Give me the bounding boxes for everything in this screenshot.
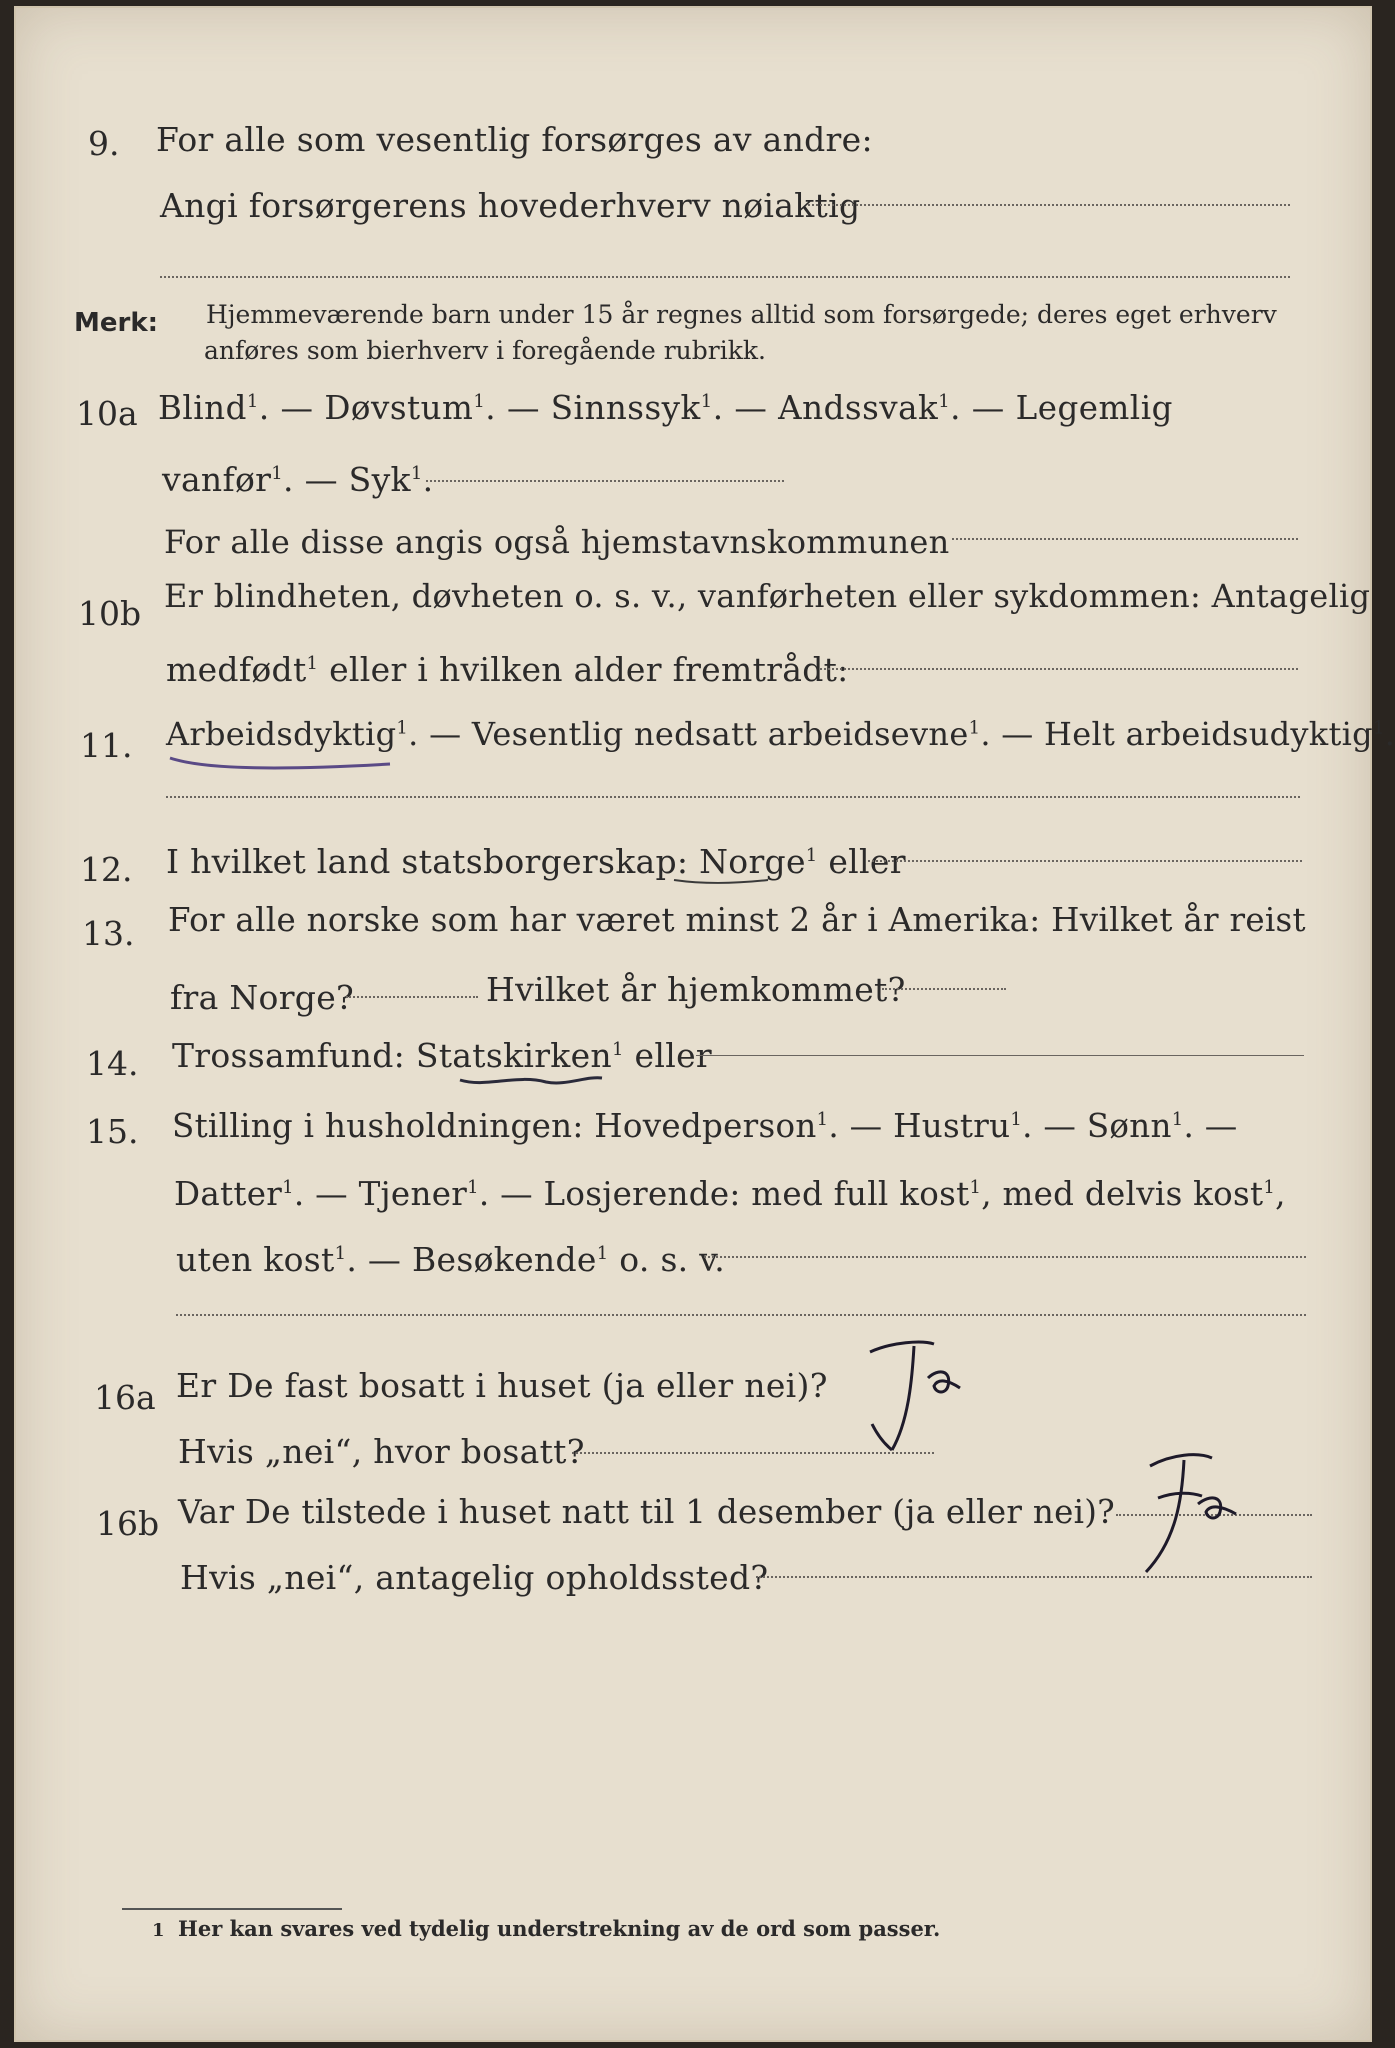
- q16b-line2: Hvis „nei“, antagelig opholdssted?: [180, 1558, 769, 1597]
- q13-line2b: Hvilket år hjemkommet?: [486, 970, 906, 1009]
- q10a-hjemstavn-line[interactable]: [952, 538, 1298, 540]
- q13-reist-line[interactable]: [346, 996, 478, 998]
- q16b-handwritten-answer: [1128, 1440, 1248, 1580]
- q16a-handwritten-answer: [852, 1332, 972, 1458]
- q16a-line2: Hvis „nei“, hvor bosatt?: [178, 1432, 585, 1471]
- q12-answer-line[interactable]: [868, 860, 1302, 862]
- census-form-page: [14, 6, 1395, 2042]
- q14-answer-line[interactable]: [696, 1054, 1304, 1056]
- q12-underline-mark: [672, 874, 772, 888]
- q15-line2: Datter$^1$. — Tjener$^1$. — Losjerende: med full kost$^1$, med delvis kost$^1$,: [174, 1175, 1286, 1213]
- q11-answer-line[interactable]: [166, 796, 1300, 798]
- q12-line1: I hvilket land statsborgerskap: Norge$^1$ eller: [166, 842, 906, 881]
- q9-answer-line[interactable]: [808, 204, 1290, 206]
- q10a-number: 10a: [76, 394, 138, 433]
- q10b-number: 10b: [78, 594, 142, 633]
- q10a-line2: vanfør$^1$. — Syk$^1$.: [162, 460, 434, 499]
- footnote-text: Her kan svares ved tydelig understrekning av de ord som passer.: [178, 1916, 941, 1941]
- merk-label: Merk:: [74, 308, 159, 338]
- q14-line1: Trossamfund: Statskirken$^1$ eller: [172, 1036, 712, 1075]
- q15-answer-line[interactable]: [704, 1256, 1306, 1258]
- q15-line1: Stilling i husholdningen: Hovedperson$^1$. — Hustru$^1$. — Sønn$^1$. —: [172, 1107, 1238, 1145]
- q10b-answer-line[interactable]: [820, 668, 1298, 670]
- merk-line1: Hjemmeværende barn under 15 år regnes alltid som forsørgede; deres eget erhverv: [206, 300, 1277, 329]
- q9-answer-line-2[interactable]: [160, 276, 1290, 278]
- q11-number: 11.: [80, 726, 133, 765]
- footnote-rule: [122, 1908, 342, 1910]
- q16b-number: 16b: [96, 1504, 160, 1543]
- q13-line2a: fra Norge?: [170, 978, 355, 1017]
- q9-line1: For alle som vesentlig forsørges av andre:: [156, 120, 873, 159]
- q10a-answer-line[interactable]: [426, 480, 784, 482]
- q16a-line1: Er De fast bosatt i huset (ja eller nei)?: [176, 1366, 828, 1405]
- q10b-line1: Er blindheten, døvheten o. s. v., vanførheten eller sykdommen: Antagelig: [164, 577, 1371, 615]
- q11-underline-mark: [166, 752, 396, 772]
- q9-line2: Angi forsørgerens hovederhverv nøiaktig: [160, 186, 861, 225]
- q16b-line1: Var De tilstede i huset natt til 1 desember (ja eller nei)?: [178, 1493, 1115, 1531]
- q11-line1: Arbeidsdyktig$^1$. — Vesentlig nedsatt arbeidsevne$^1$. — Helt arbeidsudyktig$^1$.: [166, 715, 1395, 753]
- merk-line2: anføres som bierhverv i foregående rubrikk.: [204, 336, 766, 365]
- q12-number: 12.: [80, 850, 133, 889]
- q10b-line2: medfødt$^1$ eller i hvilken alder fremtrådt:: [166, 650, 849, 689]
- q14-underline-mark: [456, 1068, 606, 1090]
- q15-number: 15.: [86, 1112, 139, 1151]
- q15-line3: uten kost$^1$. — Besøkende$^1$ o. s. v.: [176, 1240, 726, 1279]
- q13-number: 13.: [82, 914, 135, 953]
- q16a-number: 16a: [94, 1378, 156, 1417]
- q10a-line3: For alle disse angis også hjemstavnskommunen: [164, 523, 950, 561]
- q14-number: 14.: [86, 1044, 139, 1083]
- q13-line1: For alle norske som har været minst 2 år i Amerika: Hvilket år reist: [168, 901, 1306, 939]
- q10a-line1: Blind$^1$. — Døvstum$^1$. — Sinnssyk$^1$. — Andssvak$^1$. — Legemlig: [158, 389, 1173, 427]
- q13-hjemkommet-line[interactable]: [882, 988, 1006, 990]
- q9-number: 9.: [88, 124, 120, 163]
- q15-answer-line-2[interactable]: [176, 1314, 1306, 1316]
- footnote-mark: 1: [152, 1920, 165, 1941]
